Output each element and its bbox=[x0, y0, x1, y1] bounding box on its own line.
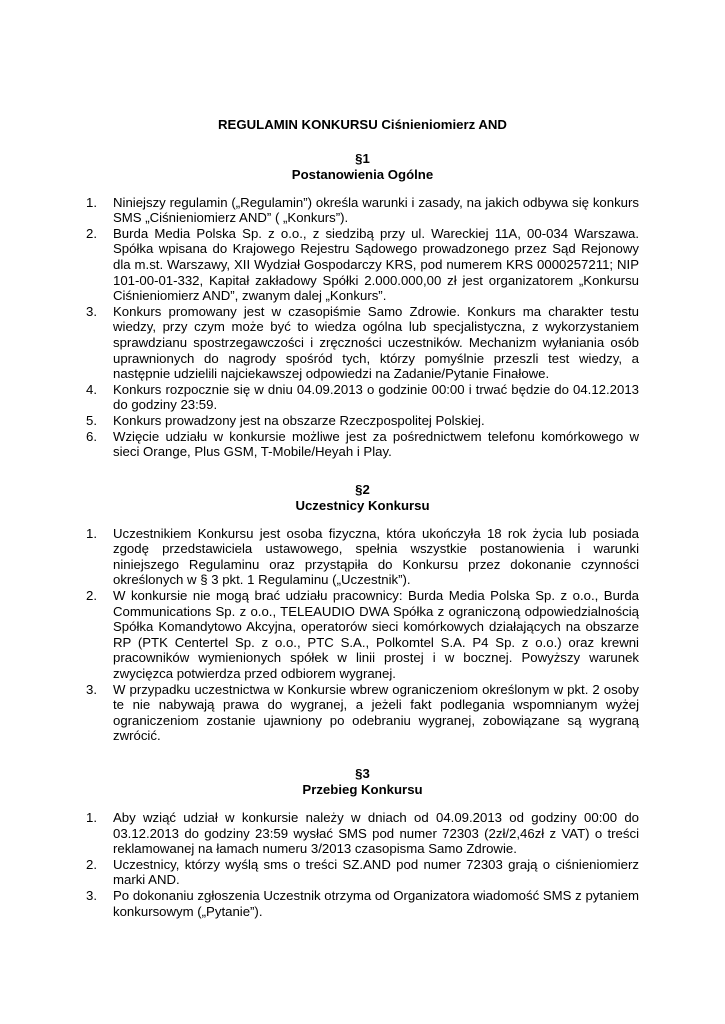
item-text: Konkurs promowany jest w czasopiśmie Samo Zdrowie. Konkurs ma charakter testu wiedzy, przy czym może być to wiedza ogólna lub specjalistyczna, z wykorzystaniem sprawdzianu spostrzegawczości i zręczności uczestników. Mechanizm wyłaniania osób uprawnionych do nagrody spośród tych, którzy pomyślnie przeszli test wiedzy, a następnie udzielili najciekawszej odpowiedzi na Zadanie/Pytanie Finałowe. bbox=[113, 303, 639, 382]
section-2-list bbox=[86, 526, 639, 744]
list-item bbox=[86, 413, 639, 429]
item-number: 1. bbox=[86, 194, 97, 210]
item-text: Uczestnicy, którzy wyślą sms o treści SZ.AND pod numer 72303 grają o ciśnieniomierz marki AND. bbox=[113, 856, 639, 888]
item-text: Aby wziąć udział w konkursie należy w dniach od 04.09.2013 od godziny 00:00 do 03.12.2013 do godziny 23:59 wysłać SMS pod numer 72303 (2zł/2,46zł z VAT) o treści reklamowanej na łamach numeru 3/2013 czasopisma Samo Zdrowie. bbox=[113, 810, 639, 857]
section-1-list bbox=[86, 195, 639, 460]
section-1-heading: Postanowienia Ogólne bbox=[291, 166, 434, 182]
list-item bbox=[86, 304, 639, 382]
list-item bbox=[86, 526, 639, 588]
item-number: 2. bbox=[86, 856, 97, 872]
section-1-number: §1 bbox=[355, 150, 370, 166]
list-item bbox=[86, 588, 639, 682]
list-item bbox=[86, 810, 639, 857]
section-3-header bbox=[86, 766, 639, 798]
section-3-list bbox=[86, 810, 639, 919]
item-number: 6. bbox=[86, 428, 97, 444]
item-number: 5. bbox=[86, 412, 97, 428]
item-text: W przypadku uczestnictwa w Konkursie wbrew ograniczeniom określonym w pkt. 2 osoby te nie nabywają prawa do wygranej, a jeżeli fakt podlegania wspomnianym wyżej ograniczeniom zostanie ujawniony po odebraniu wygranej, zobowiązane są wygraną zwrócić. bbox=[113, 681, 639, 744]
item-number: 1. bbox=[86, 810, 97, 825]
item-number: 1. bbox=[86, 525, 97, 541]
list-item bbox=[86, 382, 639, 413]
section-1-header bbox=[86, 151, 639, 183]
list-item bbox=[86, 195, 639, 226]
list-item bbox=[86, 888, 639, 919]
item-text: Burda Media Polska Sp. z o.o., z siedzibą przy ul. Wareckiej 11A, 00-034 Warszawa. Spółka wpisana do Krajowego Rejestru Sądowego prowadzonego przez Sąd Rejonowy dla m.st. Warszawy, XII Wydział Gospodarczy KRS, pod numerem KRS 0000257211; NIP 101-00-01-332, Kapitał zakładowy Spółki 2.000.000,00 zł jest organizatorem „Konkursu Ciśnieniomierz AND”, zwanym dalej „Konkurs”. bbox=[113, 225, 639, 304]
item-number: 2. bbox=[86, 588, 97, 604]
item-text: Niniejszy regulamin („Regulamin”) określa warunki i zasady, na jakich odbywa się konkurs SMS „Ciśnieniomierz AND” ( „Konkurs”). bbox=[113, 194, 639, 226]
section-2-header bbox=[86, 482, 639, 514]
list-item bbox=[86, 226, 639, 304]
list-item bbox=[86, 857, 639, 888]
item-text: Konkurs rozpocznie się w dniu 04.09.2013 o godzinie 00:00 i trwać będzie do 04.12.2013 do godziny 23:59. bbox=[113, 381, 639, 413]
item-text: W konkursie nie mogą brać udziału pracownicy: Burda Media Polska Sp. z o.o., Burda Communications Sp. z o.o., TELEAUDIO DWA Spółka z ograniczoną odpowiedzialnością Spółka Komandytowo Akcyjna, operatorów sieci komórkowych działających na obszarze RP (PTK Centertel Sp. z o.o., PTC S.A., Polkomtel S.A. P4 Sp. z o.o.) oraz krewni pracowników wymienionych spółek w linii prostej i w bocznej. Powyższy warunek zwycięzca potwierdza przed odbiorem wygranej. bbox=[113, 588, 639, 682]
item-text: Konkurs prowadzony jest na obszarze Rzeczpospolitej Polskiej. bbox=[113, 412, 485, 428]
list-item bbox=[86, 682, 639, 744]
section-3-number: §3 bbox=[355, 766, 370, 781]
item-number: 2. bbox=[86, 225, 97, 241]
item-text: Po dokonaniu zgłoszenia Uczestnik otrzyma od Organizatora wiadomość SMS z pytaniem konkursowym („Pytanie”). bbox=[113, 887, 639, 919]
item-number: 3. bbox=[86, 887, 97, 903]
section-2-number: §2 bbox=[355, 481, 370, 497]
item-number: 4. bbox=[86, 381, 97, 397]
item-number: 3. bbox=[86, 303, 97, 319]
document-title: REGULAMIN KONKURSU Ciśnieniomierz AND bbox=[218, 117, 507, 132]
item-number: 3. bbox=[86, 681, 97, 697]
list-item bbox=[86, 429, 639, 460]
item-text: Wzięcie udziału w konkursie możliwe jest za pośrednictwem telefonu komórkowego w sieci Orange, Plus GSM, T-Mobile/Heyah i Play. bbox=[113, 428, 639, 460]
section-2-heading: Uczestnicy Konkursu bbox=[295, 497, 430, 513]
section-3-heading: Przebieg Konkursu bbox=[302, 782, 423, 797]
item-text: Uczestnikiem Konkursu jest osoba fizyczna, która ukończyła 18 rok życia lub posiada zgodę przedstawiciela ustawowego, spełnia wszystkie postanowienia i warunki niniejszego Regulaminu oraz przystąpiła do Konkursu przez dokonanie czynności określonych w § 3 pkt. 1 Regulaminu („Uczestnik”). bbox=[113, 525, 639, 588]
